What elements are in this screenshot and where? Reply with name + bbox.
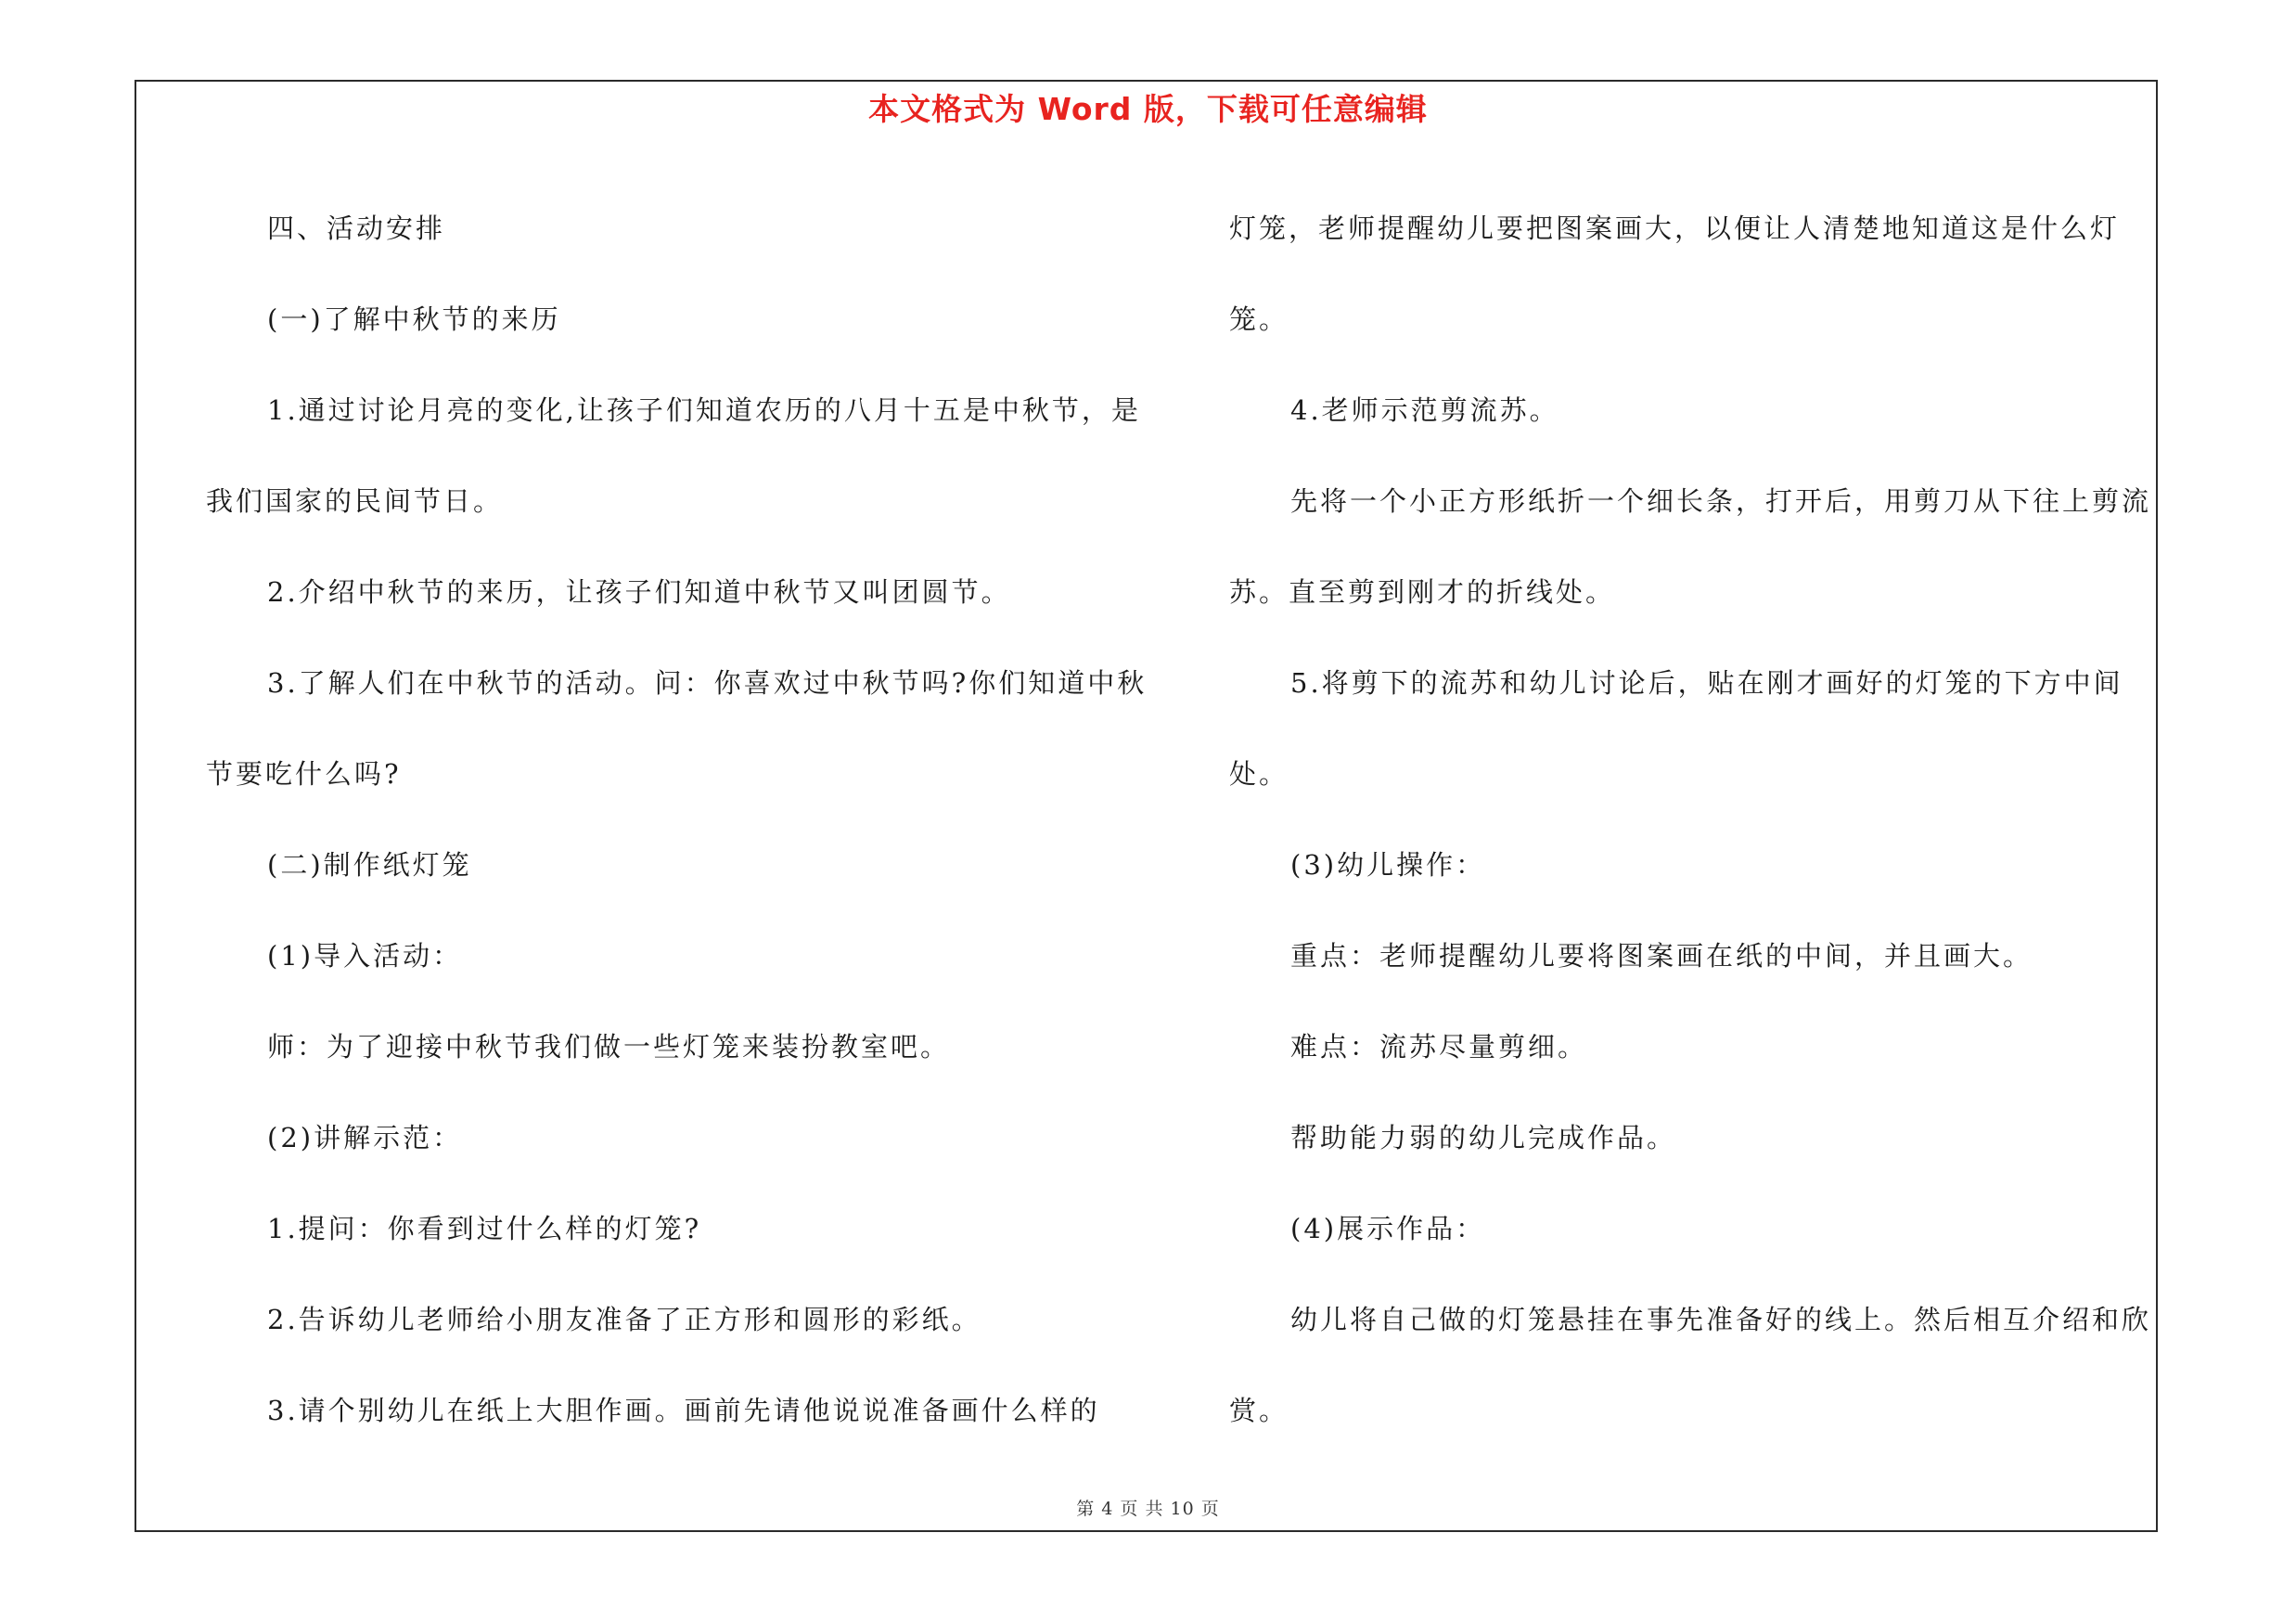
paragraph: (4)展示作品： <box>1290 1213 1486 1244</box>
paragraph: 3.了解人们在中秋节的活动。问：你喜欢过中秋节吗?你们知道中秋节要吃什么吗? <box>206 667 1148 790</box>
paragraph: (3)幼儿操作： <box>1290 849 1486 881</box>
paragraph: 帮助能力弱的幼儿完成作品。 <box>1290 1122 1677 1153</box>
right-column <box>1229 183 2153 1456</box>
paragraph: (一)了解中秋节的来历 <box>267 303 561 335</box>
paragraph: 幼儿将自己做的灯笼悬挂在事先准备好的线上。然后相互介绍和欣赏。 <box>1229 1304 2152 1426</box>
paragraph: 4.老师示范剪流苏。 <box>1290 394 1559 426</box>
paragraph: 难点：流苏尽量剪细。 <box>1290 1031 1588 1063</box>
left-column <box>206 183 1152 1456</box>
paragraph: (1)导入活动： <box>267 940 463 972</box>
paragraph: 师：为了迎接中秋节我们做一些灯笼来装扮教室吧。 <box>267 1031 951 1063</box>
paragraph: 四、活动安排 <box>267 213 446 244</box>
paragraph: 重点：老师提醒幼儿要将图案画在纸的中间，并且画大。 <box>1290 940 2033 972</box>
paragraph: 1.提问：你看到过什么样的灯笼? <box>267 1213 702 1244</box>
paragraph: 3.请个别幼儿在纸上大胆作画。画前先请他说说准备画什么样的 <box>267 1395 1100 1426</box>
paragraph: 2.告诉幼儿老师给小朋友准备了正方形和圆形的彩纸。 <box>267 1304 981 1335</box>
paragraph: 2.介绍中秋节的来历，让孩子们知道中秋节又叫团圆节。 <box>267 576 1011 608</box>
paragraph: 先将一个小正方形纸折一个细长条，打开后，用剪刀从下往上剪流苏。直至剪到刚才的折线处。 <box>1229 485 2152 608</box>
paragraph: 5.将剪下的流苏和幼儿讨论后，贴在刚才画好的灯笼的下方中间处。 <box>1229 667 2123 790</box>
paragraph: 灯笼，老师提醒幼儿要把图案画大，以便让人清楚地知道这是什么灯笼。 <box>1229 213 2121 335</box>
page-number: 第 4 页 共 10 页 <box>1076 1499 1220 1519</box>
format-banner: 本文格式为 Word 版，下载可任意编辑 <box>868 91 1428 127</box>
paragraph: (二)制作纸灯笼 <box>267 849 472 881</box>
paragraph: 1.通过讨论月亮的变化,让孩子们知道农历的八月十五是中秋节，是我们国家的民间节日。 <box>206 394 1141 517</box>
paragraph: (2)讲解示范： <box>267 1122 463 1153</box>
